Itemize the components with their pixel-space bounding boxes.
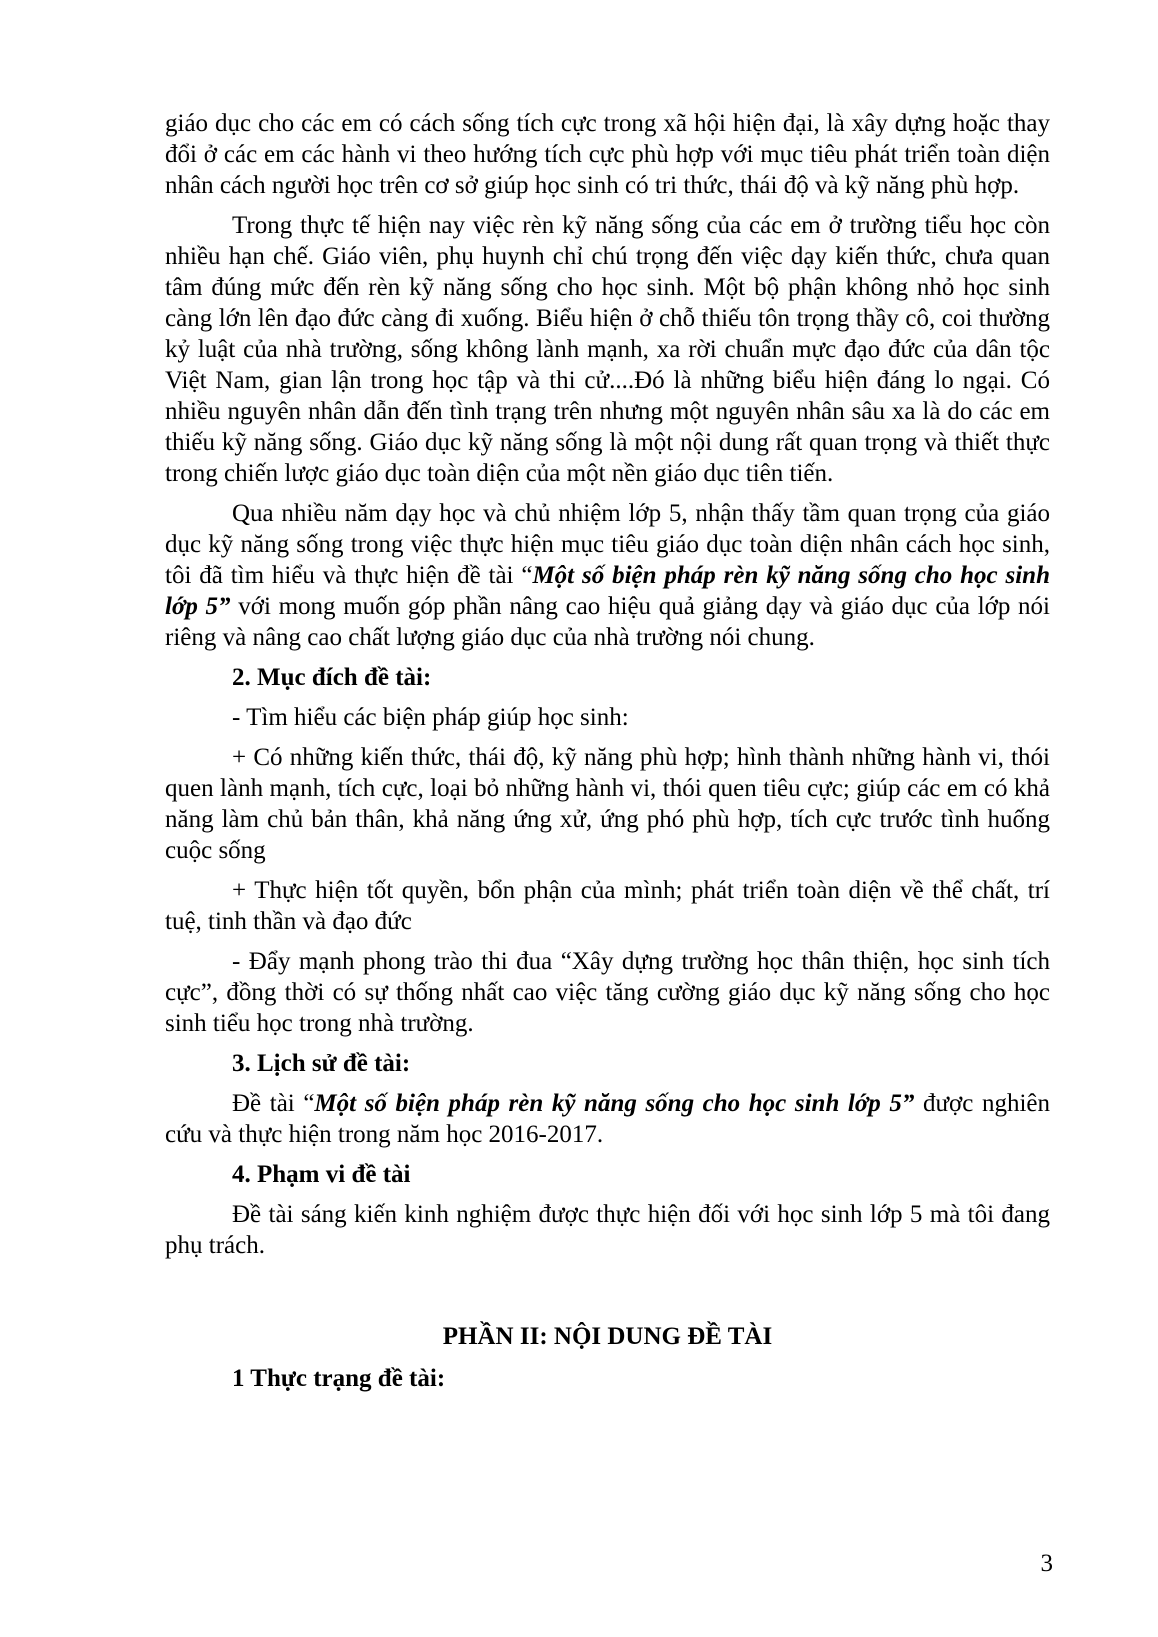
topic-title-history: Một số biện pháp rèn kỹ năng sống cho học sinh lớp 5” xyxy=(314,1090,915,1117)
page-number: 3 xyxy=(1040,1550,1053,1577)
paragraph-purpose-item-3: - Đẩy mạnh phong trào thi đua “Xây dựng trường học thân thiện, học sinh tích cực”, đồng thời có sự thống nhất cao việc tăng cường giáo dục kỹ năng sống cho học sinh tiểu học trong nhà trường. xyxy=(165,948,1050,1037)
paragraph-history xyxy=(165,1088,1050,1150)
heading-history: 3. Lịch sử đề tài: xyxy=(232,1050,411,1077)
paragraph-motivation-text-a: Qua nhiều năm dạy học và chủ nhiệm lớp 5, nhận thấy tầm quan trọng của giáo dục kỹ năng sống trong việc thực hiện mục tiêu giáo dục toàn diện nhân cách học sinh, tôi đã tìm hiểu và thực hiện đề tài “ xyxy=(165,500,1050,589)
paragraph-purpose-intro: - Tìm hiểu các biện pháp giúp học sinh: xyxy=(232,704,629,731)
paragraph-history-text-a: Đề tài “ xyxy=(232,1090,315,1117)
heading-scope: 4. Phạm vi đề tài xyxy=(232,1161,411,1188)
heading-purpose: 2. Mục đích đề tài: xyxy=(232,664,432,691)
paragraph-intro: giáo dục cho các em có cách sống tích cực trong xã hội hiện đại, là xây dựng hoặc thay đổi ở các em các hành vi theo hướng tích cực phù hợp với mục tiêu phát triển toàn diện nhân cách người học trên cơ sở giúp học sinh có tri thức, thái độ và kỹ năng phù hợp. xyxy=(165,110,1050,199)
paragraph-motivation-text-b: với mong muốn góp phần nâng cao hiệu quả giảng dạy và giáo dục của lớp nói riêng và nâng cao chất lượng giáo dục của nhà trường nói chung. xyxy=(165,593,1050,651)
paragraph-motivation xyxy=(165,498,1050,653)
paragraph-history-text-b: được nghiên cứu và thực hiện trong năm học 2016-2017. xyxy=(165,1090,1050,1148)
paragraph-purpose-item-2: + Thực hiện tốt quyền, bổn phận của mình; phát triển toàn diện về thể chất, trí tuệ, tinh thần và đạo đức xyxy=(165,877,1050,935)
document-page xyxy=(165,108,1050,1403)
heading-current-state: 1 Thực trạng đề tài: xyxy=(232,1365,446,1392)
paragraph-reality: Trong thực tế hiện nay việc rèn kỹ năng sống của các em ở trường tiểu học còn nhiều hạn chế. Giáo viên, phụ huynh chỉ chú trọng đến việc dạy kiến thức, chưa quan tâm đúng mức đến rèn kỹ năng sống cho học sinh. Một bộ phận không nhỏ học sinh càng lớn lên đạo đức càng đi xuống. Biểu hiện ở chỗ thiếu tôn trọng thầy cô, coi thường kỷ luật của nhà trường, sống không lành mạnh, xa rời chuẩn mực đạo đức của dân tộc Việt Nam, gian lận trong học tập và thi cử....Đó là những biểu hiện đáng lo ngại. Có nhiều nguyên nhân dẫn đến tình trạng trên nhưng một nguyên nhân sâu xa là do các em thiếu kỹ năng sống. Giáo dục kỹ năng sống là một nội dung rất quan trọng và thiết thực trong chiến lược giáo dục toàn diện của một nền giáo dục tiên tiến. xyxy=(165,212,1050,487)
paragraph-purpose-item-1: + Có những kiến thức, thái độ, kỹ năng phù hợp; hình thành những hành vi, thói quen lành mạnh, tích cực, loại bỏ những hành vi, thói quen tiêu cực; giúp các em có khả năng làm chủ bản thân, khả năng ứng xử, ứng phó phù hợp, tích cực trước tình huống cuộc sống xyxy=(165,744,1050,864)
topic-title: Một số biện pháp rèn kỹ năng sống cho học sinh lớp 5” xyxy=(165,562,1050,620)
part-heading: PHẦN II: NỘI DUNG ĐỀ TÀI xyxy=(442,1323,773,1350)
paragraph-scope: Đề tài sáng kiến kinh nghiệm được thực hiện đối với học sinh lớp 5 mà tôi đang phụ trách. xyxy=(165,1201,1050,1259)
